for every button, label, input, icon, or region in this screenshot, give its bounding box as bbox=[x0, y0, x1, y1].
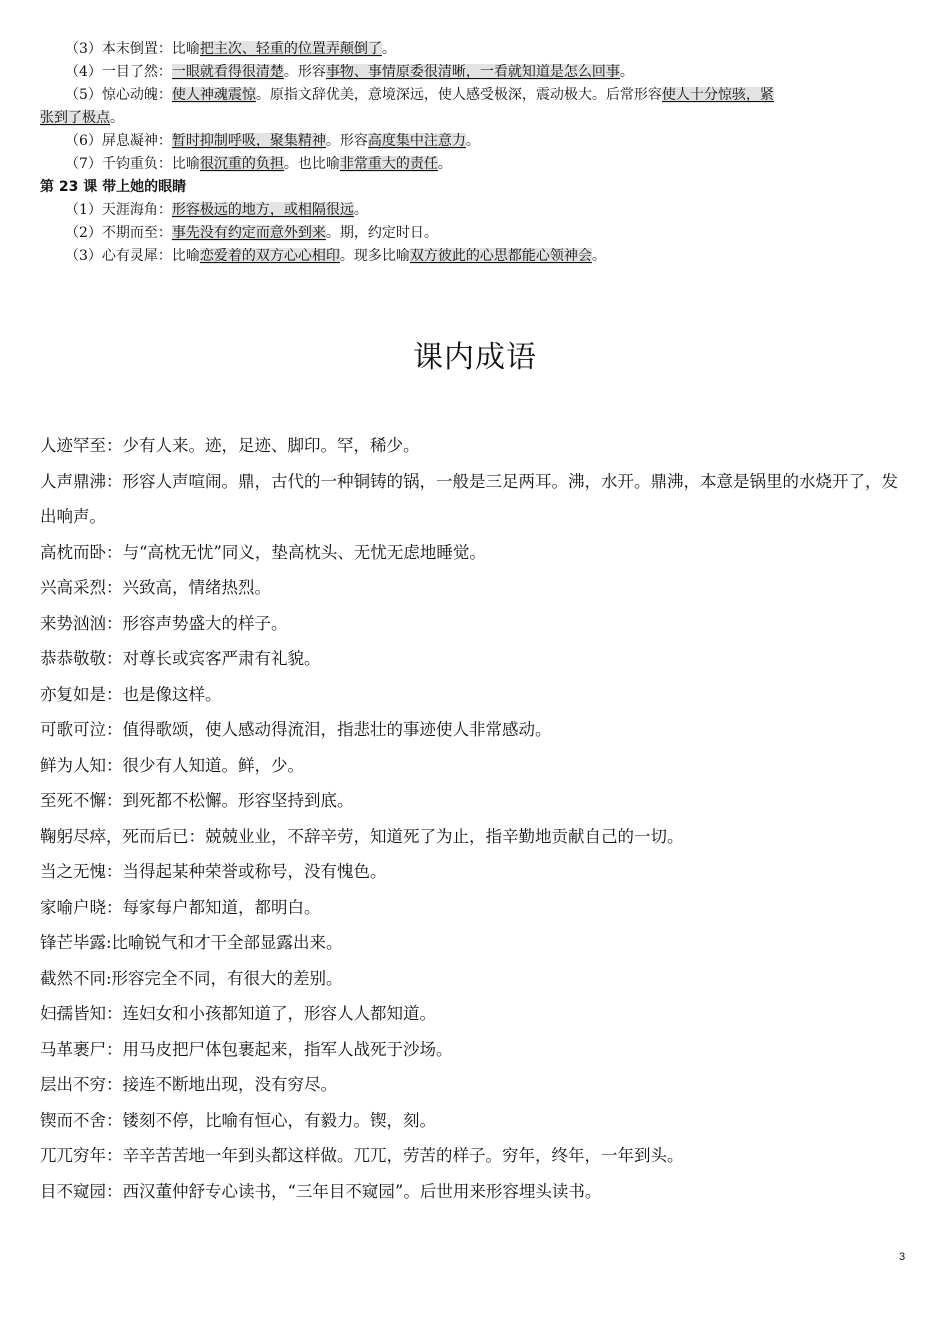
idiom-entry: 人迹罕至：少有人来。迹，足迹、脚印。罕，稀少。 bbox=[40, 436, 420, 455]
highlight: 暂时抑制呼吸，聚集精神 bbox=[171, 133, 326, 149]
note-text: 。也比喻 bbox=[283, 156, 340, 172]
note-text: （3）本末倒置：比喻 bbox=[65, 41, 200, 57]
idiom-entry: 恭恭敬敬：对尊长或宾客严肃有礼貌。 bbox=[40, 649, 321, 668]
idiom-entry: 可歌可泣：值得歌颂，使人感动得流泪，指悲壮的事迹使人非常感动。 bbox=[40, 720, 552, 739]
highlight: 很沉重的负担 bbox=[199, 156, 284, 172]
idiom-entry: 鞠躬尽瘁，死而后已：兢兢业业，不辞辛劳，知道死了为止，指辛勤地贡献自己的一切。 bbox=[40, 826, 684, 846]
idiom-entry: 当之无愧：当得起某种荣誉或称号，没有愧色。 bbox=[40, 862, 387, 881]
highlight: 恋爱着的双方心心相印 bbox=[199, 248, 340, 264]
note-text: 。 bbox=[591, 248, 606, 264]
highlight: 把主次、轻重的位置弄颠倒了 bbox=[199, 41, 382, 57]
highlight: 事物、事情原委很清晰，一看就知道是怎么回事 bbox=[325, 64, 620, 80]
highlight: 高度集中注意力 bbox=[367, 133, 466, 149]
idiom-entry: 兀兀穷年：辛辛苦苦地一年到头都这样做。兀兀，劳苦的样子。穷年，终年，一年到头。 bbox=[40, 1146, 684, 1165]
note-text: （7）千钧重负：比喻 bbox=[65, 156, 200, 172]
highlight: 一眼就看得很清楚 bbox=[171, 64, 284, 80]
note-text: 。期，约定时日。 bbox=[325, 225, 438, 241]
note-text: （1）天涯海角： bbox=[65, 202, 172, 218]
note-line bbox=[40, 38, 912, 61]
note-text: 。 bbox=[465, 133, 480, 149]
note-text: 。形容 bbox=[283, 64, 326, 80]
idiom-entry: 高枕而卧：与“高枕无忧”同义，垫高枕头、无忧无虑地睡觉。 bbox=[40, 542, 486, 562]
note-text: （6）屏息凝神： bbox=[65, 133, 172, 149]
note-text: 。原指文辞优美，意境深远，使人感受极深，震动极大。后常形容 bbox=[255, 87, 662, 103]
lesson-heading: 第 23 课 带上她的眼睛 bbox=[40, 179, 187, 195]
highlight: 使人十分惊骇，紧 bbox=[661, 87, 774, 103]
idiom-list bbox=[40, 428, 912, 1209]
note-line bbox=[40, 130, 912, 153]
note-text: 。 bbox=[110, 110, 124, 126]
idiom-entry: 兴高采烈：兴致高，情绪热烈。 bbox=[40, 578, 271, 597]
idiom-entry: 来势汹汹：形容声势盛大的样子。 bbox=[40, 613, 288, 633]
note-line bbox=[40, 153, 912, 176]
idiom-entry: 截然不同:形容完全不同，有很大的差别。 bbox=[40, 968, 343, 988]
note-text: （2）不期而至： bbox=[65, 225, 172, 241]
note-text: 。 bbox=[353, 202, 368, 218]
idiom-entry: 目不窥园：西汉董仲舒专心读书，“三年目不窥园”。后世用来形容埋头读书。 bbox=[40, 1181, 602, 1201]
note-text: 。 bbox=[619, 64, 634, 80]
page-number: 3 bbox=[899, 1251, 906, 1263]
note-text: （5）惊心动魄： bbox=[65, 87, 172, 103]
note-text: 。形容 bbox=[325, 133, 368, 149]
lesson-notes bbox=[40, 38, 912, 268]
note-line bbox=[40, 84, 912, 107]
note-text: 。现多比喻 bbox=[339, 248, 410, 264]
note-text: （3）心有灵犀：比喻 bbox=[65, 248, 200, 264]
idiom-entry: 锋芒毕露:比喻锐气和才干全部显露出来。 bbox=[40, 933, 343, 952]
highlight: 张到了极点 bbox=[40, 110, 110, 126]
highlight: 形容极远的地方，或相隔很远 bbox=[171, 202, 354, 218]
note-line bbox=[40, 245, 912, 268]
highlight: 非常重大的责任 bbox=[339, 156, 438, 172]
idiom-entry: 鲜为人知：很少有人知道。鲜，少。 bbox=[40, 755, 304, 775]
highlight: 事先没有约定而意外到来 bbox=[171, 225, 326, 241]
note-line bbox=[40, 107, 912, 130]
idiom-entry: 家喻户晓：每家每户都知道，都明白。 bbox=[40, 897, 321, 917]
highlight: 双方彼此的心思都能心领神会 bbox=[409, 248, 592, 264]
note-line bbox=[40, 222, 912, 245]
idiom-entry: 人声鼎沸：形容人声喧闹。鼎，古代的一种铜铸的锅，一般是三足两耳。沸，水开。鼎沸，本意是锅里的水烧开了，发出响声。 bbox=[40, 471, 898, 526]
note-text: （4）一目了然： bbox=[65, 64, 172, 80]
highlight: 使人神魂震惊 bbox=[171, 87, 256, 103]
idiom-entry: 至死不懈：到死都不松懈。形容坚持到底。 bbox=[40, 791, 354, 810]
idiom-entry: 亦复如是：也是像这样。 bbox=[40, 684, 222, 704]
page-title: 课内成语 bbox=[413, 340, 537, 375]
idiom-entry: 层出不穷：接连不断地出现，没有穷尽。 bbox=[40, 1075, 337, 1094]
note-text: 。 bbox=[381, 41, 396, 57]
idiom-entry: 妇孺皆知：连妇女和小孩都知道了，形容人人都知道。 bbox=[40, 1004, 436, 1023]
idiom-entry: 马革裹尸：用马皮把尸体包裹起来，指军人战死于沙场。 bbox=[40, 1039, 453, 1059]
idiom-entry: 锲而不舍：镂刻不停，比喻有恒心，有毅力。锲，刻。 bbox=[40, 1110, 436, 1130]
note-line bbox=[40, 199, 912, 222]
note-text: 。 bbox=[437, 156, 452, 172]
note-line bbox=[40, 61, 912, 84]
